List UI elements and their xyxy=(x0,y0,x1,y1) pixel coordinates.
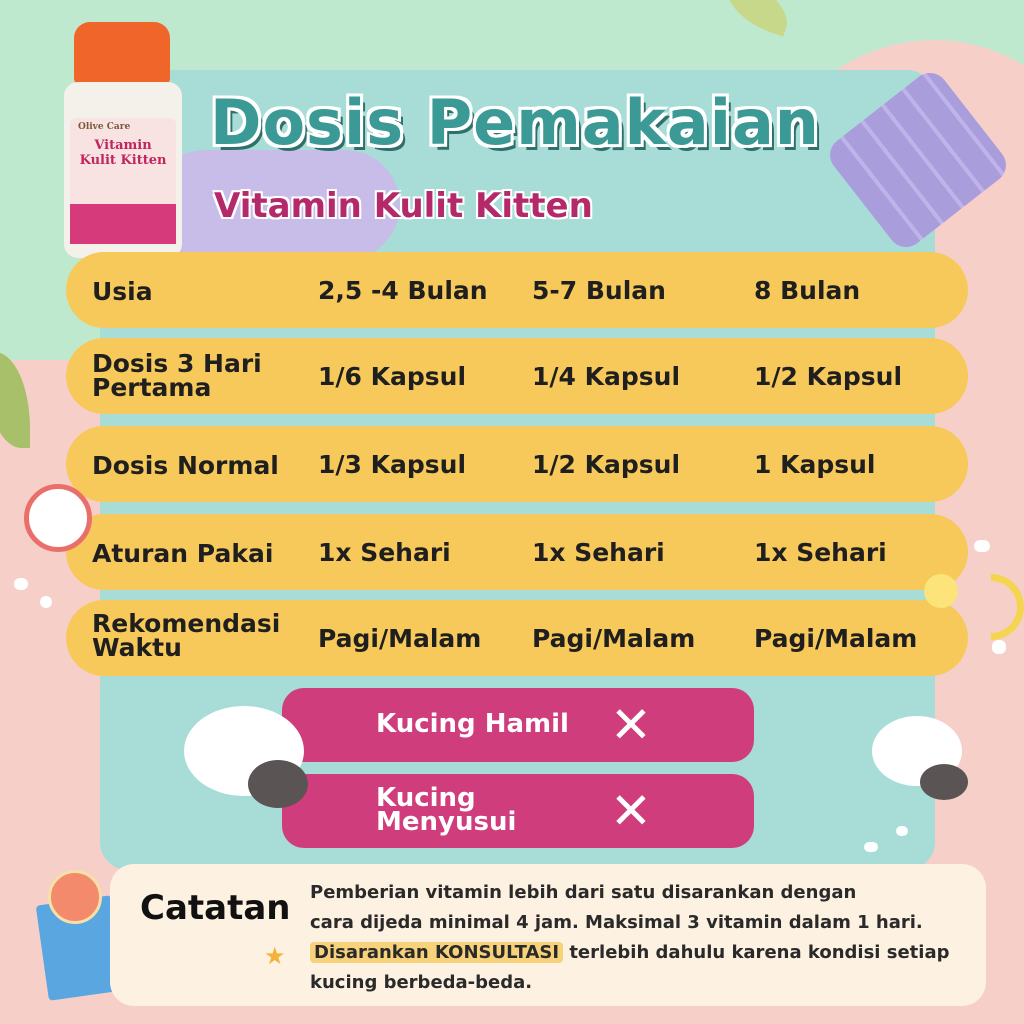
star-icon: ★ xyxy=(264,942,286,970)
product-name xyxy=(78,138,168,168)
restriction-label: Kucing Hamil xyxy=(376,709,569,739)
note-line: Pemberian vitamin lebih dari satu disarankan dengan xyxy=(310,882,857,903)
cross-icon: ✕ xyxy=(610,696,652,754)
note-line-rest: terlebih dahulu karena kondisi setiap xyxy=(563,942,950,963)
dot-decoration xyxy=(864,842,878,852)
bottle-jar xyxy=(64,82,182,258)
dot-decoration xyxy=(14,578,28,590)
row-label: Usia xyxy=(92,277,153,306)
product-name-line: Kulit Kitten xyxy=(79,153,167,168)
table-cell: 1x Sehari xyxy=(754,538,887,567)
page-title: Dosis Pemakaian xyxy=(210,86,820,159)
brand-text: Olive Care xyxy=(78,122,131,132)
table-cell: Pagi/Malam xyxy=(532,624,696,653)
page-subtitle: Vitamin Kulit Kitten xyxy=(214,186,593,226)
note-line: cara dijeda minimal 4 jam. Maksimal 3 vitamin dalam 1 hari. xyxy=(310,912,923,933)
dot-decoration xyxy=(40,596,52,608)
table-cell: 1/4 Kapsul xyxy=(532,362,681,391)
restriction-nursing xyxy=(282,774,754,848)
table-cell: 1x Sehari xyxy=(318,538,451,567)
table-cell: Pagi/Malam xyxy=(318,624,482,653)
table-cell: 1/2 Kapsul xyxy=(532,450,681,479)
kitten-illustration xyxy=(920,764,968,800)
table-row xyxy=(66,252,968,328)
table-cell: 1/3 Kapsul xyxy=(318,450,467,479)
table-cell: 1/6 Kapsul xyxy=(318,362,467,391)
dot-decoration xyxy=(992,640,1006,654)
restriction-label: Kucing Menyusui xyxy=(376,783,517,837)
row-label: Dosis 3 Hari Pertama xyxy=(92,349,262,402)
dot-decoration xyxy=(974,540,990,552)
table-cell: 1x Sehari xyxy=(532,538,665,567)
note-line: kucing berbeda-beda. xyxy=(310,972,533,993)
bottle-label xyxy=(70,118,176,244)
cross-icon: ✕ xyxy=(610,782,652,840)
product-bottle xyxy=(62,22,184,258)
note-title: Catatan xyxy=(140,888,291,928)
table-cell: 5-7 Bulan xyxy=(532,276,666,305)
sun-icon xyxy=(924,574,958,608)
table-cell: Pagi/Malam xyxy=(754,624,918,653)
row-label: Aturan Pakai xyxy=(92,539,274,568)
kitten-illustration xyxy=(248,760,308,808)
alarm-clock-icon xyxy=(24,484,92,552)
table-cell: 8 Bulan xyxy=(754,276,861,305)
note-highlight: Disarankan KONSULTASI xyxy=(310,942,563,963)
table-cell: 1 Kapsul xyxy=(754,450,876,479)
label-band xyxy=(70,204,176,244)
table-cell: 1/2 Kapsul xyxy=(754,362,903,391)
product-name-line: Vitamin xyxy=(94,138,152,153)
smiley-pin-icon xyxy=(48,870,102,924)
bottle-cap xyxy=(74,22,170,86)
table-cell: 2,5 -4 Bulan xyxy=(318,276,488,305)
table-row xyxy=(66,600,968,676)
table-row xyxy=(66,426,968,502)
row-label: Rekomendasi Waktu xyxy=(92,609,281,662)
table-row xyxy=(66,514,968,590)
table-row xyxy=(66,338,968,414)
note-line xyxy=(310,942,949,963)
restriction-pregnant xyxy=(282,688,754,762)
row-label: Dosis Normal xyxy=(92,451,279,480)
dot-decoration xyxy=(896,826,908,836)
note-box xyxy=(110,864,986,1006)
